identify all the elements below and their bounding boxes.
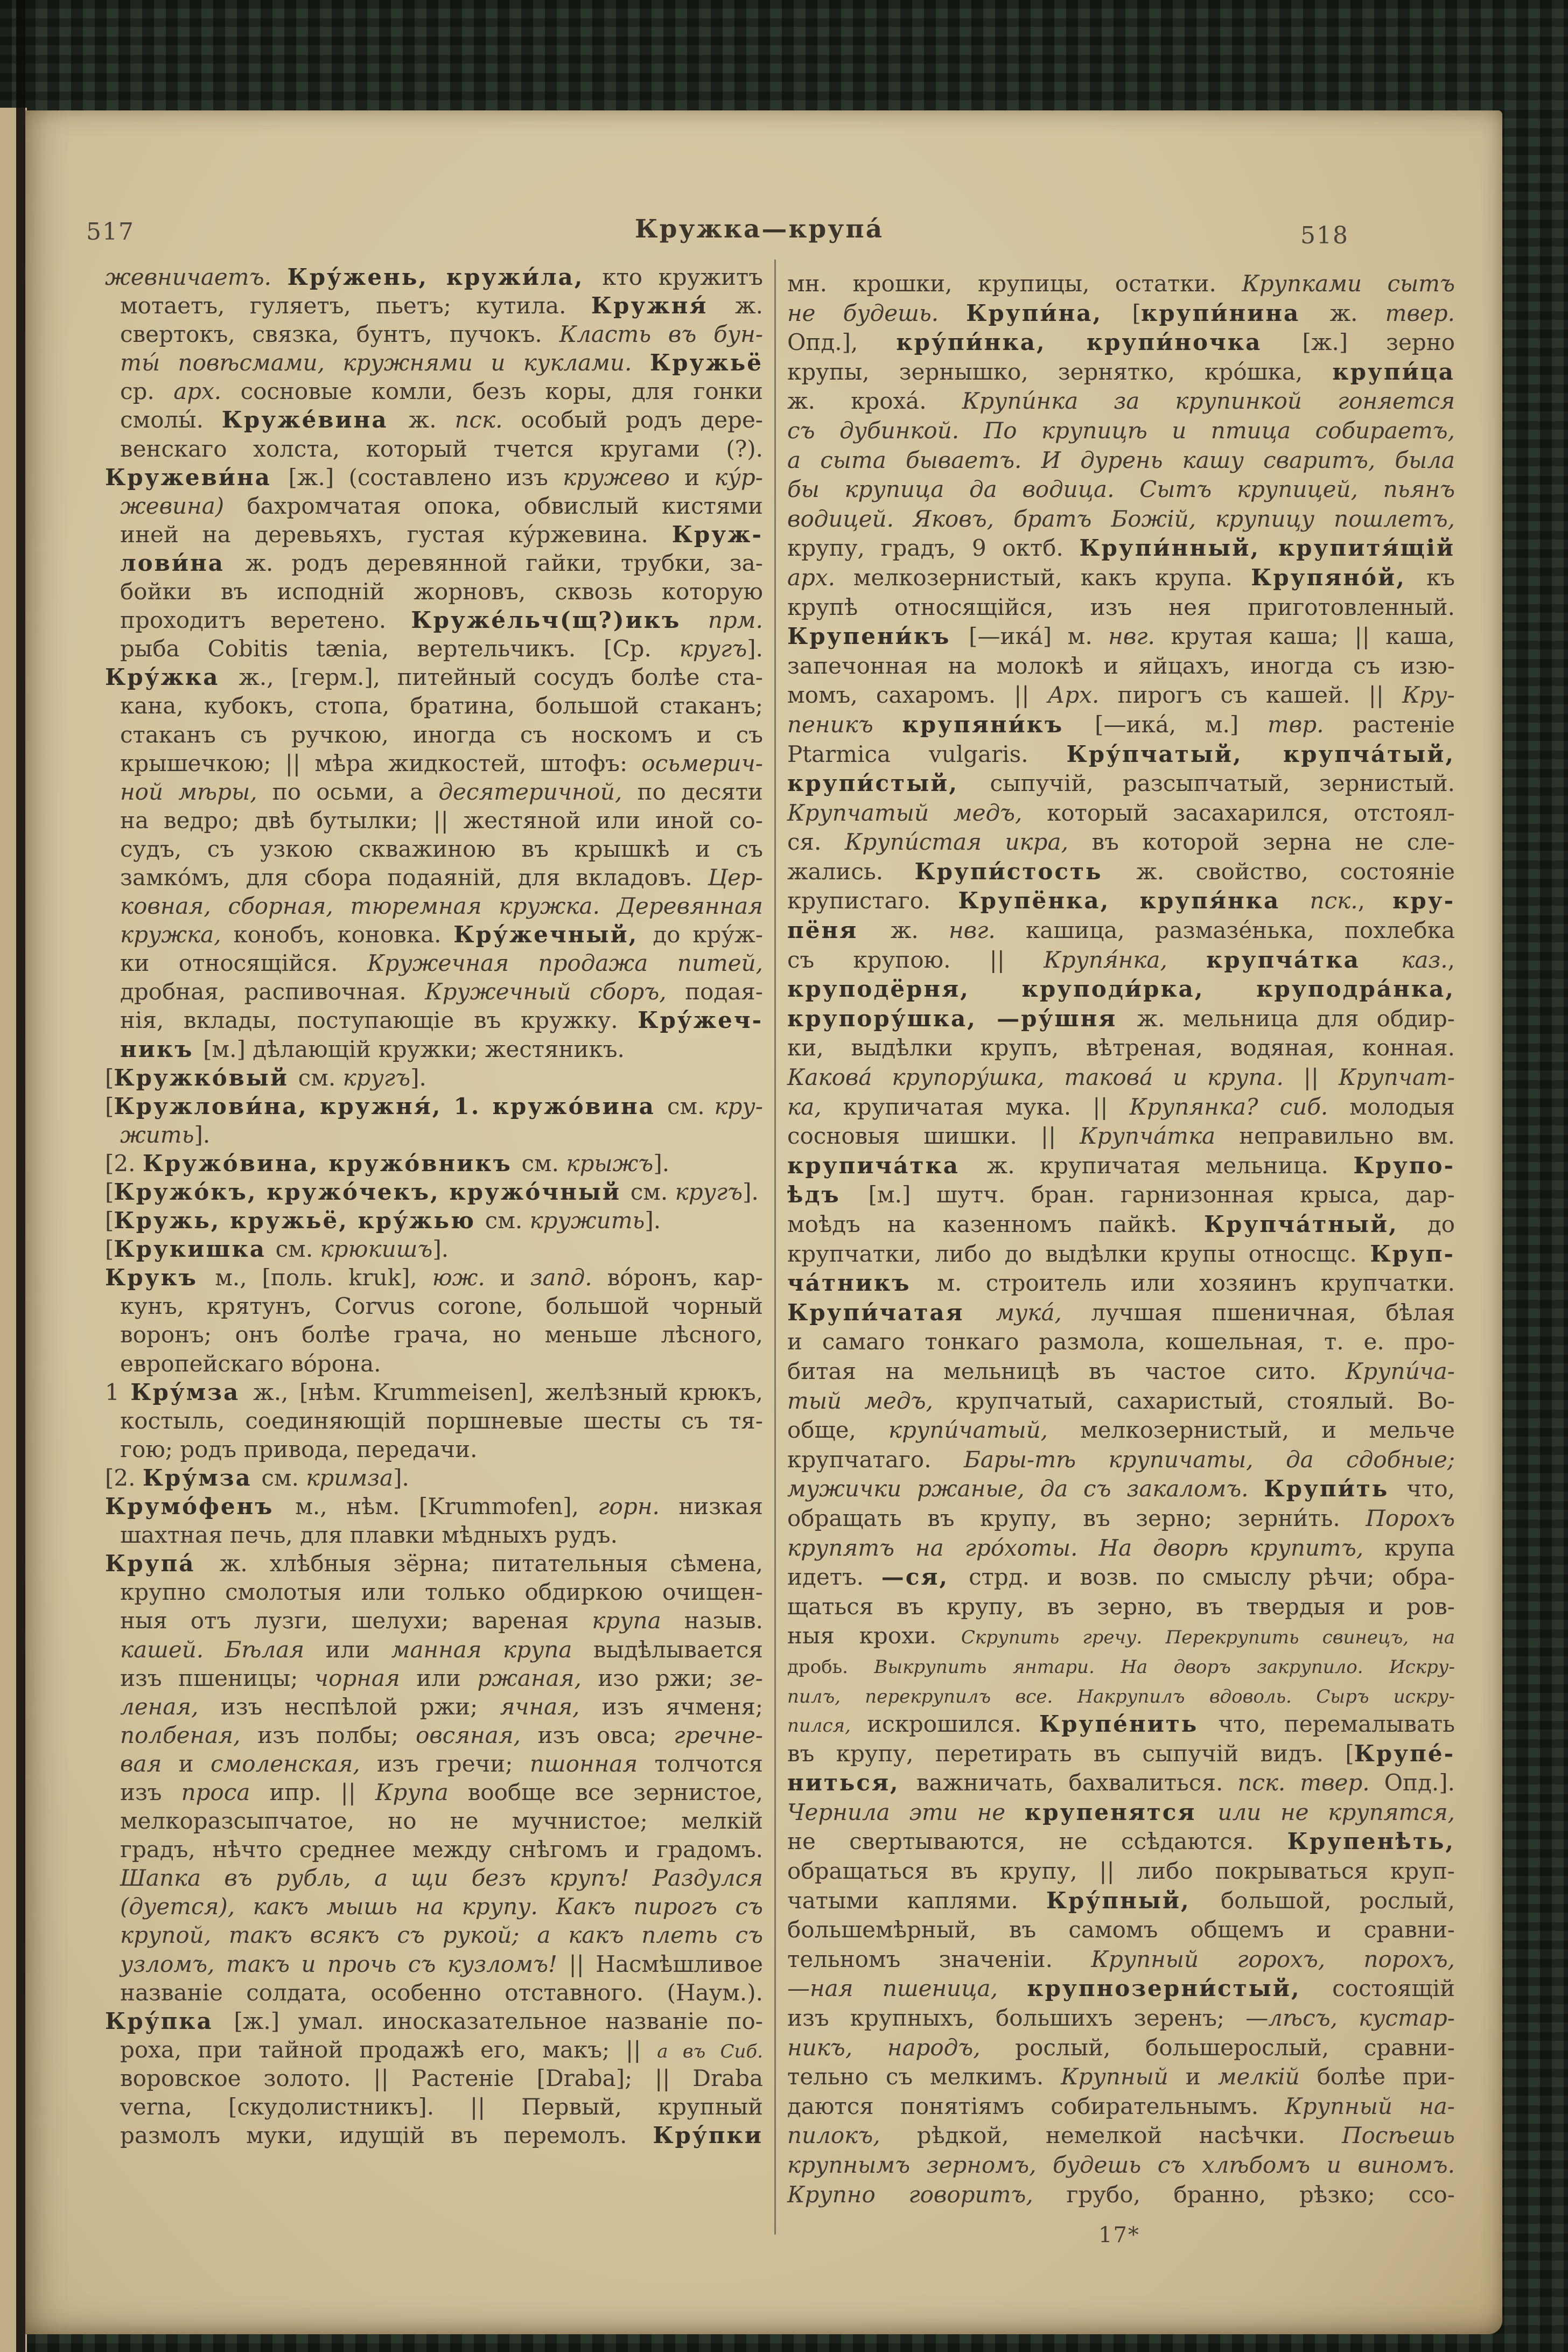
- text-line: никъ, народъ, рослый, большерослый, сравни-: [787, 2034, 1455, 2061]
- text-line: гою; родъ привода, передачи.: [120, 1436, 478, 1462]
- text-line: дробная, распивочная. Кружечный сборъ, подая-: [120, 978, 763, 1005]
- text-line: 1 Кру́мза ж., [нѣм. Krummeisen], желѣзный крюкъ,: [105, 1378, 763, 1405]
- text-line: жевина) бахромчатая опока, обвислый кистями: [120, 492, 763, 519]
- text-line: Кру́пка [ж.] умал. иносказательное названіе по-: [105, 2007, 764, 2034]
- text-line: ныя отъ лузги, шелухи; вареная крупа назыв.: [120, 1607, 763, 1634]
- text-line: ѣдъ [м.] шутч. бран. гарнизонная крыса, дар-: [787, 1181, 1455, 1208]
- text-line: обще, крупи́чатый, мелкозернистый, и мельче: [787, 1417, 1455, 1444]
- text-line: щаться въ крупу, въ зерно, въ твердыя и ров-: [787, 1593, 1455, 1620]
- text-line: битая на мельницѣ въ частое сито. Крупи́ча-: [787, 1357, 1455, 1384]
- text-line: градъ, нѣчто среднее между снѣгомъ и градомъ.: [120, 1836, 763, 1863]
- text-line: кашей. Бѣлая или манная крупа выдѣлывается: [120, 1636, 763, 1663]
- text-line: судъ, съ узкою скважиною въ крышкѣ и съ: [120, 835, 763, 862]
- text-line: леная, изъ неспѣлой ржи; ячная, изъ ячменя;: [120, 1693, 763, 1720]
- text-line: ной мѣры, по осьми, а десятеричной, по десяти: [120, 778, 764, 805]
- text-line: мужички ржаные, да съ закаломъ. Крупи́ть что,: [787, 1475, 1455, 1502]
- text-line: венскаго холста, который тчется кругами (?).: [120, 435, 763, 462]
- text-line: обращать въ крупу, въ зерно; зерни́ть. Порохъ: [787, 1504, 1455, 1531]
- text-line: —ная пшеница, крупнозерни́стый, состоящій: [787, 1975, 1455, 2002]
- text-line: тельно съ мелкимъ. Крупный и мелкій болѣе при-: [787, 2063, 1455, 2090]
- text-line: водицей. Яковъ, братъ Божій, крупицу пошлетъ,: [787, 505, 1455, 532]
- text-line: ковная, сборная, тюремная кружка. Деревянная: [120, 893, 763, 920]
- text-line: изъ пшеницы; чорная или ржаная, изо ржи; зе-: [120, 1664, 763, 1691]
- text-line: обращаться въ крупу, || либо покрываться круп-: [787, 1858, 1455, 1885]
- text-line: [Кружко́вый см. кругъ].: [105, 1064, 426, 1091]
- text-line: проходитъ веретено. Круже́льч(щ?)икъ прм.: [120, 607, 763, 634]
- text-line: Опд.], кру́пи́нка, крупи́ночка [ж.] зерно: [787, 329, 1455, 356]
- text-line: кружка, конобъ, коновка. Кру́жечный, до кру́ж-: [120, 921, 763, 948]
- text-line: ся. Крупи́стая икра, въ которой зерна не сле-: [787, 829, 1455, 856]
- text-line: [Кружлови́на, кружня́, 1. кружо́вина см. кру-: [105, 1093, 763, 1119]
- text-line: свертокъ, связка, бунтъ, пучокъ. Класть въ бун-: [120, 321, 764, 348]
- text-line: мн. крошки, крупицы, остатки. Крупками сытъ: [787, 270, 1455, 297]
- text-line: роха, при тайной продажѣ его, макъ; || а въ Сиб.: [120, 2036, 763, 2063]
- text-line: Крупени́къ [—ика́] м. нвг. крутая каша; || каша,: [787, 623, 1455, 650]
- text-line: Крупчатый медъ, который засахарился, отстоял-: [787, 799, 1455, 826]
- signature-mark: 17*: [1098, 2223, 1140, 2248]
- text-line: вая и смоленская, изъ гречи; пшонная толчотся: [120, 1750, 764, 1777]
- text-line: запечонная на молокѣ и яйцахъ, иногда съ изю-: [787, 652, 1455, 679]
- text-line: тельномъ значеніи. Крупный горохъ, порохъ,: [787, 1945, 1455, 1972]
- text-line: [Кружо́къ, кружо́чекъ, кружо́чный см. кругъ].: [105, 1179, 759, 1205]
- text-line: ка, крупичатая мука. || Крупянка? сиб. молодыя: [787, 1093, 1455, 1120]
- text-line: кана, кубокъ, стопа, братина, большой стаканъ;: [120, 692, 763, 719]
- text-line: [2. Кру́мза см. кримза].: [105, 1464, 409, 1491]
- text-line: крупнымъ зерномъ, будешь съ хлѣбомъ и виномъ.: [787, 2152, 1455, 2178]
- text-line: иней на деревьяхъ, густая ку́ржевина. Круж-: [120, 521, 763, 548]
- text-line: моѣдъ на казенномъ пайкѣ. Крупча́тный, до: [787, 1211, 1455, 1237]
- text-line: съ дубинкой. По крупицѣ и птица собираетъ,: [787, 417, 1455, 444]
- text-line: въ крупу, перетирать въ сыпучій видъ. [Крупе́-: [787, 1740, 1455, 1767]
- text-line: пилокъ, рѣдкой, немелкой насѣчки. Посѣешь: [787, 2122, 1455, 2149]
- text-line: съ крупою. || Крупя́нка, крупча́тка каз.,: [787, 946, 1455, 973]
- binding-gutter-line: [16, 0, 25, 2352]
- text-line: крупу, градъ, 9 октб. Крупи́нный, крупитя́щій: [787, 535, 1455, 562]
- text-line: смолы́. Круже́вина ж. пск. особый родъ дере-: [120, 407, 763, 433]
- text-line: крупчатки, либо до выдѣлки крупы относщс. Круп-: [787, 1240, 1455, 1267]
- text-line: Крукъ м., [поль. kruk], юж. и запд. во́ронъ, кар-: [105, 1264, 763, 1291]
- text-line: момъ, сахаромъ. || Арх. пирогъ съ кашей. || Кру-: [787, 682, 1455, 709]
- text-line: ча́тникъ м. строитель или хозяинъ крупчатки.: [787, 1270, 1455, 1297]
- text-line: большемѣрный, въ самомъ общемъ и сравни-: [787, 1916, 1455, 1943]
- text-line: и самаго тонкаго размола, кошельная, т. е. про-: [787, 1328, 1455, 1355]
- text-line: [Крукишка см. крюкишъ].: [105, 1236, 449, 1263]
- text-line: а сыта бываетъ. И дурень кашу сваритъ, была: [787, 446, 1455, 473]
- text-line: идетъ. —ся, стрд. и возв. по смыслу рѣчи; обра-: [787, 1564, 1455, 1591]
- text-line: ныя крохи. Скрупить гречу. Перекрупить свинецъ, на: [787, 1622, 1455, 1649]
- text-line: воровское золото. || Растеніе [Draba]; || Draba: [120, 2064, 763, 2091]
- text-line: мелкоразсыпчатое, но не мучнистое; мелкій: [120, 1808, 763, 1835]
- text-line: нія, вклады, поступающіе въ кружку. Кру́жеч-: [120, 1007, 763, 1034]
- text-line: [Кружь, кружьё, кру́жью см. кружить].: [105, 1207, 661, 1234]
- text-line: Крупа́ ж. хлѣбныя зёрна; питательныя сѣмена,: [105, 1550, 763, 1577]
- text-line: жить].: [120, 1121, 211, 1148]
- text-line: Крумо́фенъ м., нѣм. [Krummofen], горн. низкая: [105, 1493, 763, 1520]
- text-line: ки, выдѣлки крупъ, вѣтреная, водяная, конная.: [787, 1034, 1455, 1061]
- text-line: рыба Cobitis tænia, вертельчикъ. [Ср. кругъ].: [120, 635, 763, 662]
- text-line: воронъ; онъ болѣе грача, но меньше лѣсного,: [120, 1321, 763, 1348]
- text-line: ср. арх. сосновые комли, безъ коры, для гонки: [120, 378, 763, 405]
- running-head: Кружка—крупа́: [634, 214, 884, 244]
- text-line: Шапка въ рубль, а щи безъ крупъ! Раздулся: [120, 1865, 763, 1892]
- text-line: крупору́шка, —ру́шня ж. мельница для обдир-: [787, 1005, 1455, 1032]
- text-line: костыль, соединяющій поршневые шесты съ тя-: [120, 1407, 763, 1434]
- text-line: никъ [м.] дѣлающій кружки; жестяникъ.: [120, 1035, 625, 1062]
- left-column: [105, 263, 763, 2150]
- text-line: пеникъ крупяни́къ [—ика́, м.] твр. растеніе: [787, 711, 1455, 738]
- text-line: (дуется), какъ мышь на крупу. Какъ пирогъ съ: [120, 1893, 763, 1920]
- text-line: арх. мелкозернистый, какъ крупа. Крупяно́й, къ: [787, 564, 1455, 591]
- text-line: ниться, важничать, бахвалиться. пск. твер. Опд.].: [787, 1769, 1455, 1796]
- text-line: Чернила эти не крупенятся или не крупятся,: [787, 1798, 1455, 1825]
- text-line: не свертываются, не ссѣдаются. Крупенѣть,: [787, 1828, 1455, 1855]
- text-line: Крупи́чатая мука́, лучшая пшеничная, бѣлая: [787, 1299, 1455, 1326]
- text-line: ки относящійся. Кружечная продажа питей,: [120, 950, 763, 977]
- text-line: крупой, такъ всякъ съ рукой; а какъ плеть съ: [120, 1922, 763, 1949]
- text-line: на ведро; двѣ бутылки; || жестяной или иной со-: [120, 807, 763, 834]
- text-line: пился, искрошился. Крупе́нить что, перемалывать: [787, 1711, 1455, 1738]
- text-line: крупчатаго. Бары-тѣ крупичаты, да сдобные;: [787, 1446, 1455, 1473]
- text-line: ты́ повѣсмами, кружнями и куклами. Кружьё: [120, 349, 763, 376]
- text-line: ж. кроха́. Крупи́нка за крупинкой гоняется: [787, 388, 1455, 415]
- text-line: стаканъ съ ручкою, иногда съ носкомъ и съ: [120, 721, 763, 748]
- text-line: бойки въ исподній жорновъ, сквозь которую: [120, 578, 763, 605]
- page-number-right: 518: [1300, 222, 1349, 249]
- text-line: Какова́ крупору́шка, такова́ и крупа. || Крупчат-: [787, 1064, 1455, 1091]
- text-line: Ptarmica vulgaris. Кру́пчатый, крупча́тый,: [787, 740, 1455, 767]
- text-line: [2. Кружо́вина, кружо́вникъ см. крыжъ].: [105, 1150, 670, 1177]
- text-line: круподёрня, круподи́рка, круподра́нка,: [787, 976, 1455, 1003]
- text-line: бы крупица да водица. Сытъ крупицей, пьянъ: [787, 476, 1455, 503]
- text-line: не будешь. Крупи́на, [крупи́нина ж. твер.: [787, 299, 1455, 326]
- text-line: дробь. Выкрупить янтари. На дворъ закрупило. Искру-: [787, 1656, 1455, 1678]
- text-line: шахтная печь, для плавки мѣдныхъ рудъ.: [120, 1522, 618, 1549]
- text-line: тый медъ, крупчатый, сахаристый, стоялый. Во-: [787, 1387, 1455, 1414]
- text-line: изъ крупныхъ, большихъ зеренъ; —лѣсъ, кустар-: [787, 2005, 1455, 2032]
- text-line: крупича́тка ж. крупичатая мельница. Крупо-: [787, 1152, 1455, 1179]
- text-line: крупистаго. Крупёнка, крупя́нка пск., кру-: [787, 887, 1455, 914]
- text-line: сосновыя шишки. || Крупча́тка неправильно вм.: [787, 1123, 1455, 1150]
- text-line: пилъ, перекрупилъ все. Накрупилъ вдоволь. Сыръ искру-: [787, 1685, 1455, 1707]
- text-line: Кру́жка ж., [герм.], питейный сосудъ болѣе ста-: [105, 664, 763, 691]
- text-line: крупѣ относящійся, изъ нея приготовленный.: [787, 593, 1455, 620]
- text-line: крупно смолотыя или только обдиркою очищен-: [120, 1579, 763, 1606]
- text-line: изъ проса ипр. || Крупа вообще все зернистое,: [120, 1779, 763, 1805]
- text-line: Кружеви́на [ж.] (составлено изъ кружево и ку́р-: [105, 464, 763, 491]
- text-line: жевничаетъ. Кру́жень, кружи́ла, кто кружитъ: [105, 264, 763, 290]
- text-line: крупи́стый, сыпучій, разсыпчатый, зернистый.: [787, 770, 1455, 797]
- page-number-left: 517: [86, 218, 135, 246]
- right-column: [787, 269, 1455, 2209]
- text-line: узломъ, такъ и прочь съ кузломъ! || Насмѣшливое: [120, 1950, 763, 1977]
- text-line: названіе солдата, особенно отставного. (Наум.).: [120, 1979, 763, 2006]
- text-line: полбеная, изъ полбы; овсяная, изъ овса; гречне-: [120, 1721, 763, 1748]
- text-line: размолъ муки, идущій въ перемолъ. Кру́пки: [120, 2122, 763, 2149]
- text-line: жались. Крупи́стость ж. свойство, состояніе: [787, 858, 1455, 885]
- text-line: пёня ж. нвг. кашица, размазе́нька, похлебка: [787, 917, 1455, 944]
- text-line: чатыми каплями. Кру́пный, большой, рослый,: [787, 1887, 1455, 1914]
- text-line: Крупно говоритъ, грубо, бранно, рѣзко; ссо-: [787, 2181, 1455, 2208]
- text-line: замко́мъ, для сбора подаяній, для вкладовъ. Цер-: [120, 864, 763, 891]
- text-line: лови́на ж. родъ деревянной гайки, трубки, за-: [120, 549, 763, 576]
- text-line: мотаетъ, гуляетъ, пьетъ; кутила. Кружня́ ж.: [120, 292, 764, 319]
- text-line: verna, [скудолистникъ]. || Первый, крупный: [120, 2094, 763, 2120]
- text-line: кунъ, крятунъ, Corvus corone, большой чорный: [120, 1293, 763, 1320]
- column-divider-line: [774, 260, 776, 2235]
- text-line: крупы, зернышко, зернятко, кро́шка, крупи́ца: [787, 358, 1455, 385]
- text-line: даются понятіямъ собирательнымъ. Крупный на-: [787, 2092, 1455, 2119]
- text-line: европейскаго во́рона.: [120, 1350, 381, 1377]
- text-line: крышечкою; || мѣра жидкостей, штофъ: осьмерич-: [120, 750, 763, 776]
- text-line: крупятъ на гро́хоты. На дворѣ крупитъ, крупа: [787, 1534, 1455, 1561]
